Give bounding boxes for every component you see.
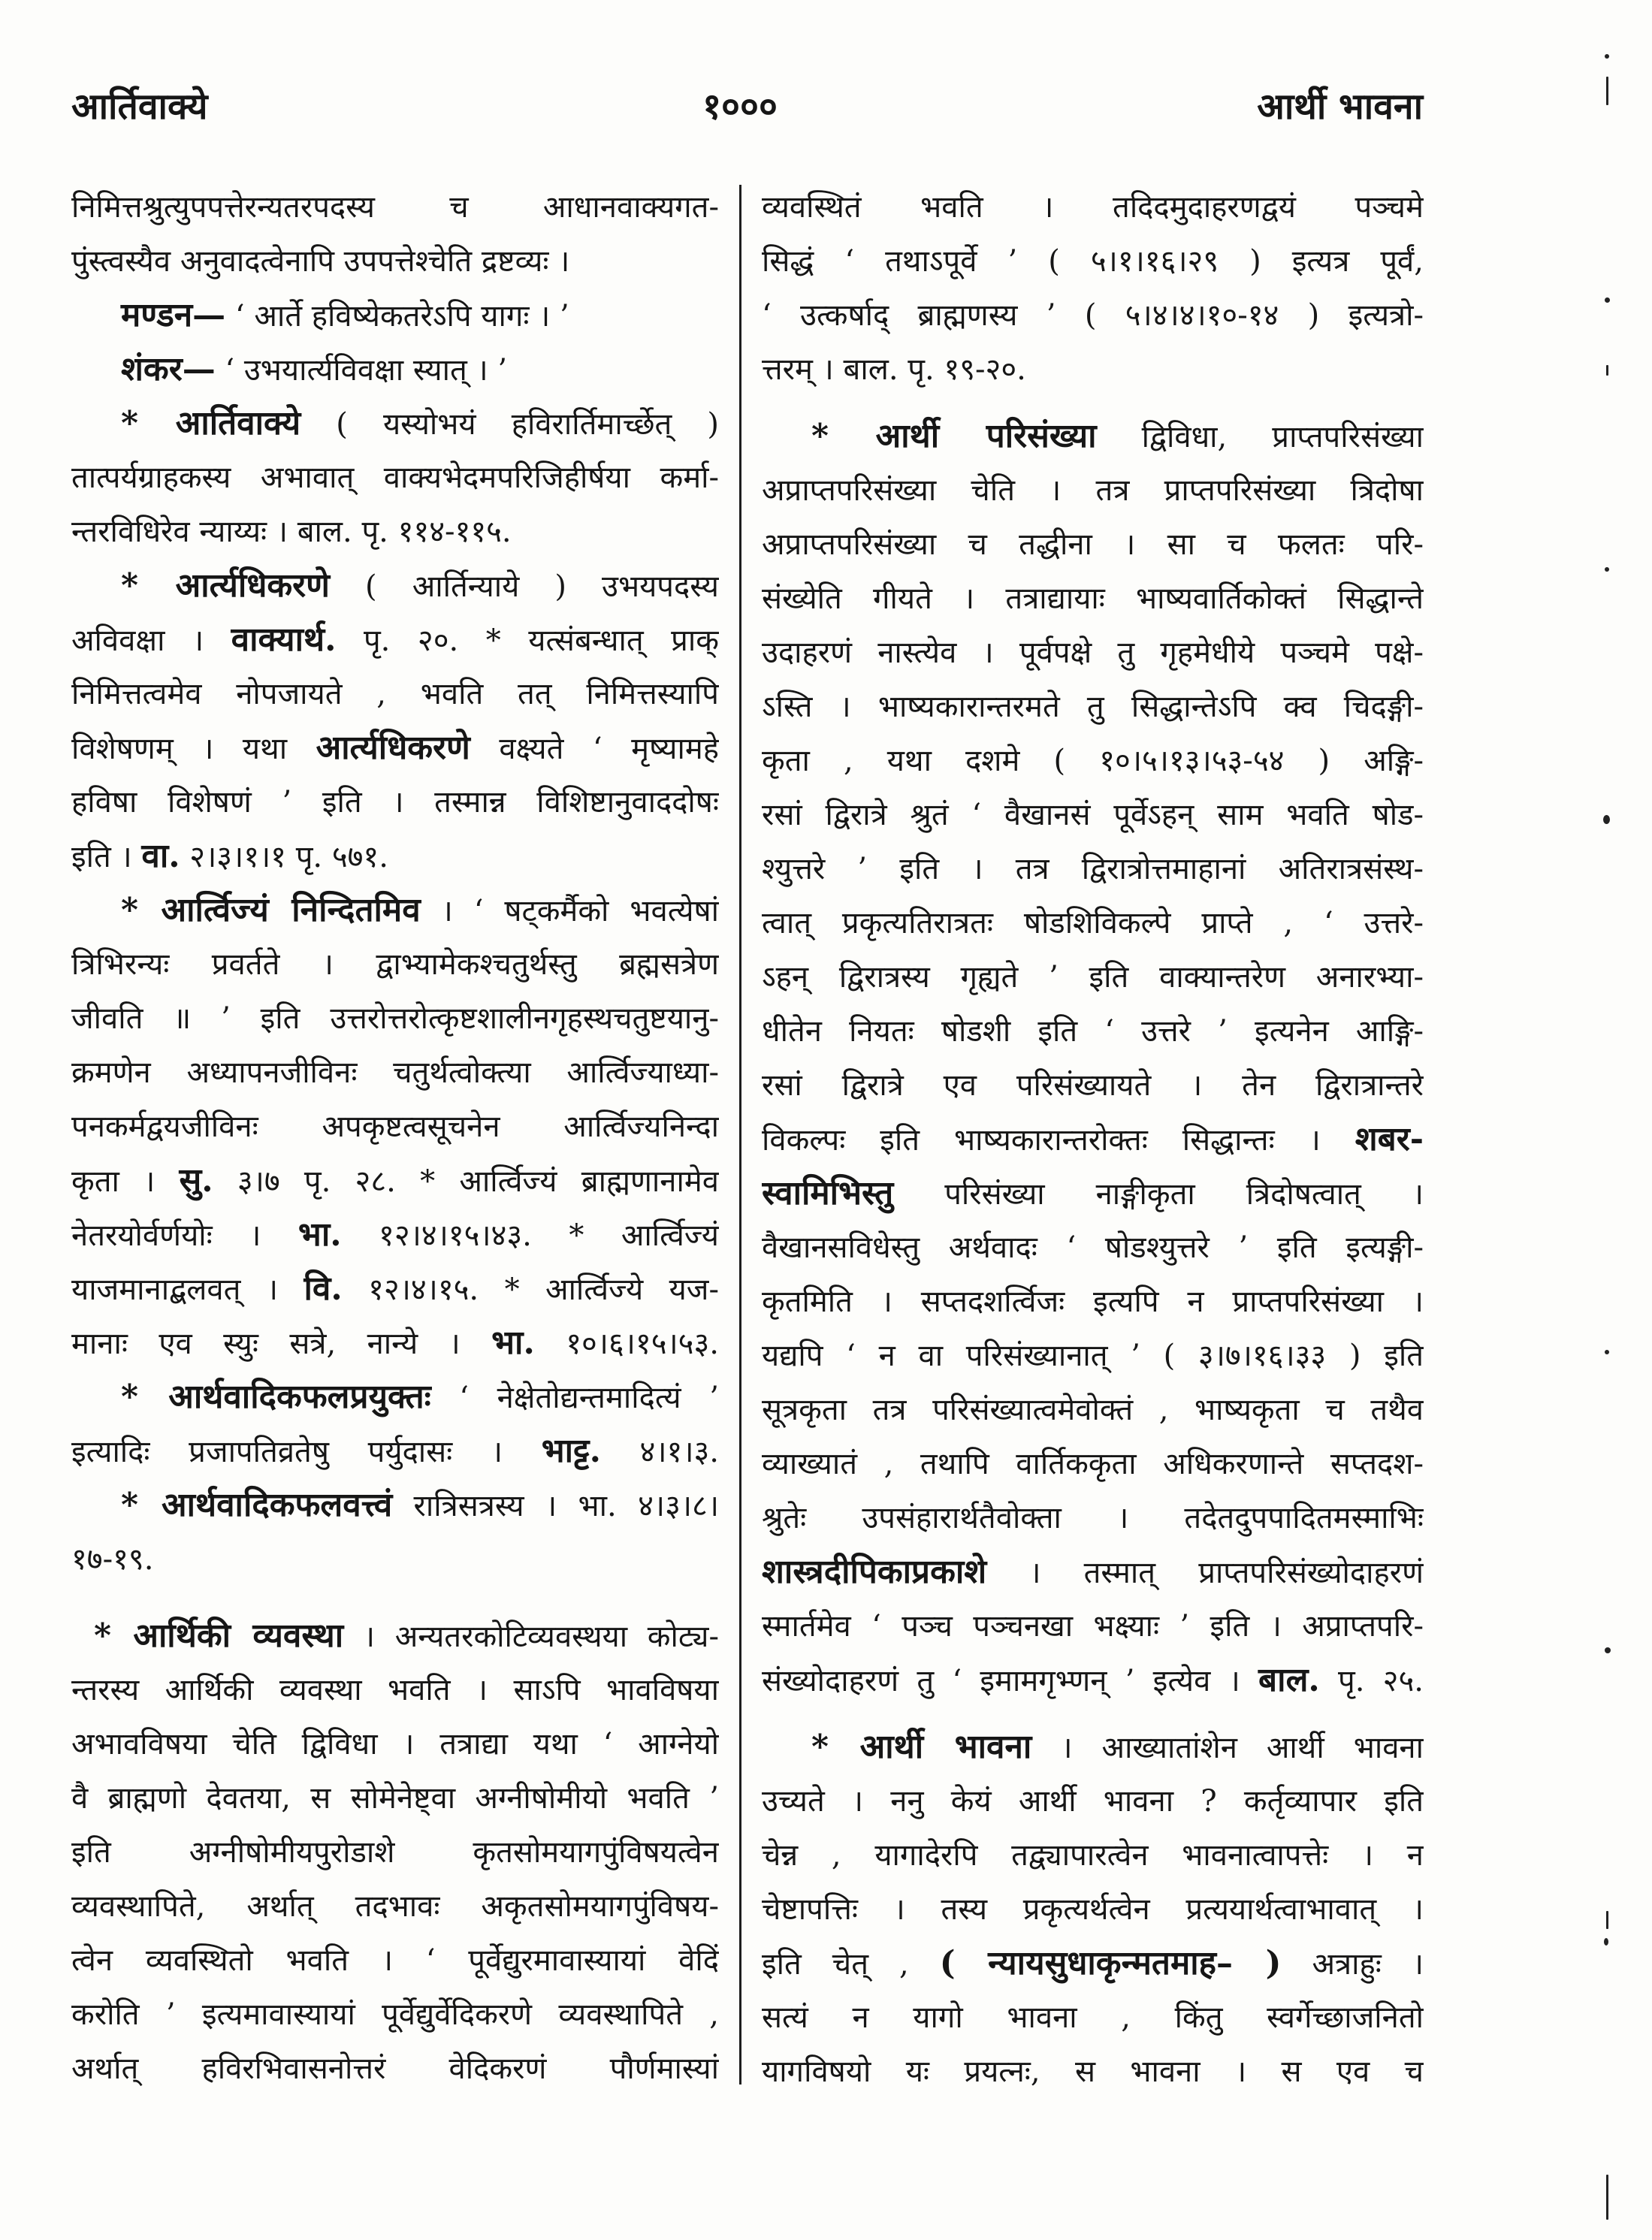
text-run: रसां द्विरात्रे एव परिसंख्यायते । तेन द्विरात्रान्तरे bbox=[762, 1068, 1424, 1103]
text-line bbox=[71, 937, 719, 992]
text-run: स्मार्तमेव ‘ पञ्च पञ्चनखा भक्ष्याः ’ इति । अप्राप्तपरि- bbox=[762, 1609, 1424, 1644]
scan-speck bbox=[1606, 365, 1608, 376]
text-run: न्तरविधिरेव न्याय्यः । बाल. पृ. ११४-११५. bbox=[71, 515, 512, 549]
line-text bbox=[762, 1167, 1424, 1221]
headword: आर्त्यधिकरणे bbox=[316, 729, 470, 767]
text-run: पृ. २५. bbox=[1319, 1664, 1424, 1698]
text-run: अप्राप्तपरिसंख्या चेति । तत्र प्राप्तपरिसंख्या त्रिदोषा bbox=[762, 473, 1424, 508]
text-run: ‘ उत्कर्षाद् ब्राह्मणस्य ’ ( ५।४।४।१०-१४ ) इत्यत्रो- bbox=[762, 298, 1424, 333]
headword: * आर्थी भावना bbox=[811, 1728, 1032, 1766]
running-head-left: आर्तिवाक्ये bbox=[71, 86, 208, 128]
text-line bbox=[71, 343, 719, 397]
text-run: जीवति ॥ ’ इति उत्तरोत्तरोत्कृष्टशालीनगृहस्थचतुष्टयानु- bbox=[71, 1001, 719, 1036]
text-run: तात्पर्यग्राहकस्य अभावात् वाक्यभेदमपरिजिहीर्षया कर्मा- bbox=[71, 460, 719, 495]
line-text bbox=[762, 734, 1424, 788]
text-line bbox=[762, 1167, 1424, 1221]
text-run: व्याख्यातं , तथापि वार्तिककृता अधिकरणान्ते सप्तदश- bbox=[762, 1447, 1424, 1481]
line-text bbox=[71, 667, 719, 721]
text-run: अविवक्षा । bbox=[71, 623, 231, 658]
text-line bbox=[762, 950, 1424, 1004]
text-run: श्युत्तरे ’ इति । तत्र द्विरात्रोत्तमाहानां अतिरात्रसंस्थ- bbox=[762, 852, 1424, 886]
text-run: इति । bbox=[71, 840, 142, 874]
text-run: संख्योदाहरणं तु ‘ इमामगृभ्णन् ’ इत्येव । bbox=[762, 1664, 1259, 1698]
left-column bbox=[71, 180, 719, 2096]
text-line bbox=[71, 288, 719, 343]
line-text bbox=[71, 1316, 719, 1370]
text-line bbox=[71, 1262, 719, 1316]
text-line bbox=[762, 234, 1424, 288]
line-text bbox=[762, 1112, 1424, 1167]
text-line bbox=[71, 451, 719, 505]
text-line bbox=[762, 1653, 1424, 1707]
text-run: कृता , यथा दशमे ( १०।५।१३।५३-५४ ) अङ्गि- bbox=[762, 744, 1424, 778]
text-line bbox=[71, 721, 719, 775]
line-text bbox=[762, 842, 1424, 896]
scan-speck bbox=[1605, 567, 1609, 572]
line-text bbox=[71, 1717, 719, 1771]
text-line bbox=[71, 505, 719, 559]
line-text bbox=[762, 1545, 1424, 1599]
text-line bbox=[762, 1774, 1424, 1828]
line-text bbox=[121, 883, 719, 937]
text-line bbox=[762, 734, 1424, 788]
line-text bbox=[121, 1478, 719, 1532]
line-text bbox=[71, 1208, 719, 1262]
text-line bbox=[71, 883, 719, 937]
text-run: इति चेत् , bbox=[762, 1947, 940, 1982]
text-line bbox=[762, 1720, 1424, 1774]
text-line bbox=[71, 1934, 719, 1988]
text-line bbox=[71, 1478, 719, 1532]
text-run: इत्यादिः प्रजापतिव्रतेषु पर्युदासः । bbox=[71, 1435, 542, 1469]
line-text bbox=[762, 626, 1424, 680]
line-text bbox=[762, 1329, 1424, 1383]
headword: भाट्ट. bbox=[541, 1432, 601, 1470]
line-text bbox=[71, 1988, 719, 2042]
text-run: त्वात् प्रकृत्यतिरात्रतः षोडशिविकल्पे प्राप्ते , ‘ उत्तरे- bbox=[762, 906, 1424, 940]
text-line bbox=[762, 1937, 1424, 1991]
line-text bbox=[71, 937, 719, 992]
scan-speck bbox=[1605, 1647, 1611, 1653]
text-run: व्यवस्थापिते, अर्थात् तदभावः अकृतसोमयागपुंविषय- bbox=[71, 1889, 719, 1924]
line-text bbox=[71, 1663, 719, 1717]
line-text bbox=[71, 1934, 719, 1988]
scan-speck bbox=[1606, 2175, 1608, 2220]
text-run: विशेषणम् । यथा bbox=[71, 732, 316, 766]
text-line bbox=[762, 1545, 1424, 1599]
line-text bbox=[762, 1221, 1424, 1275]
text-run: सिद्धं ‘ तथाऽपूर्वे ’ ( ५।१।१६।२९ ) इत्यत्र पूर्वं, bbox=[762, 244, 1424, 279]
text-run: ३।७ पृ. २८. * आर्त्विज्यं ब्राह्मणानामेव bbox=[213, 1164, 719, 1199]
text-line bbox=[762, 288, 1424, 343]
line-text bbox=[762, 180, 1424, 234]
headword: वि. bbox=[304, 1269, 343, 1308]
text-run: सत्यं न यागो भावना , किंतु स्वर्गेच्छाजनितो bbox=[762, 2000, 1424, 2035]
text-line bbox=[71, 1717, 719, 1771]
line-text bbox=[762, 572, 1424, 626]
text-line bbox=[71, 1370, 719, 1424]
running-head-right: आर्थी भावना bbox=[1257, 86, 1423, 128]
text-line bbox=[762, 1275, 1424, 1329]
text-run: इति अग्नीषोमीयपुरोडाशे कृतसोमयागपुंविषयत्वेन bbox=[71, 1835, 719, 1870]
text-run: १२।४।१५।४३. * आर्त्विज्यं bbox=[341, 1218, 719, 1253]
line-text bbox=[762, 1058, 1424, 1112]
scan-speck bbox=[1606, 77, 1608, 105]
text-line bbox=[71, 613, 719, 667]
headword: * आर्त्यधिकरणे bbox=[121, 566, 330, 605]
paragraph-gap bbox=[762, 1707, 1424, 1720]
line-text bbox=[811, 1720, 1424, 1774]
headword: शंकर— bbox=[121, 350, 216, 388]
text-line bbox=[762, 180, 1424, 234]
text-run: पृ. २०. * यत्संबन्धात् प्राक् bbox=[336, 623, 719, 658]
line-text bbox=[762, 1828, 1424, 1882]
text-run: धीतेन नियतः षोडशी इति ‘ उत्तरे ’ इत्यनेन आङ्गि- bbox=[762, 1014, 1424, 1049]
headword: भा. bbox=[491, 1324, 535, 1362]
line-text bbox=[71, 1154, 719, 1208]
text-run: वै ब्राह्मणो देवतया, स सोमेनेष्ट्वा अग्नीषोमीयो भवति ’ bbox=[71, 1781, 719, 1816]
text-line bbox=[762, 572, 1424, 626]
text-line bbox=[762, 1112, 1424, 1167]
line-text bbox=[762, 1774, 1424, 1828]
paragraph-gap bbox=[71, 1586, 719, 1609]
line-text bbox=[71, 1100, 719, 1154]
line-text bbox=[762, 680, 1424, 734]
text-run: निमित्तत्वमेव नोपजायते , भवति तत् निमित्तस्यापि bbox=[71, 677, 719, 711]
text-line bbox=[762, 1599, 1424, 1653]
text-line bbox=[762, 1828, 1424, 1882]
scan-speck bbox=[1604, 1938, 1608, 1946]
line-text bbox=[762, 1004, 1424, 1058]
line-text bbox=[762, 1991, 1424, 2045]
headword: बाल. bbox=[1258, 1661, 1320, 1699]
text-run: याजमानाद्बलवत् । bbox=[71, 1272, 304, 1307]
text-run: चेष्टापत्तिः । तस्य प्रकृत्यर्थत्वेन प्रत्ययार्थत्वाभावात् । bbox=[762, 1892, 1424, 1927]
line-text bbox=[121, 397, 719, 451]
line-text bbox=[71, 180, 719, 234]
text-run: निमित्तश्रुत्युपपत्तेरन्यतरपदस्य च आधानवाक्यगत- bbox=[71, 190, 719, 225]
line-text bbox=[762, 1383, 1424, 1437]
headword: शबर- bbox=[1355, 1120, 1424, 1158]
text-line bbox=[762, 2045, 1424, 2099]
text-line bbox=[762, 1383, 1424, 1437]
text-run: । तस्मात् प्राप्तपरिसंख्योदाहरणं bbox=[986, 1556, 1424, 1590]
headword: ( न्यायसुधाकृन्मतमाह– ) bbox=[939, 1944, 1282, 1982]
text-run: विकल्पः इति भाष्यकारान्तरोक्तः सिद्धान्तः । bbox=[762, 1123, 1355, 1158]
text-run: कृता । bbox=[71, 1164, 180, 1199]
line-text bbox=[121, 343, 507, 397]
text-run: पनकर्मद्वयजीविनः अपकृष्टत्वसूचनेन आर्त्विज्यनिन्दा bbox=[71, 1109, 719, 1144]
text-run: न्तरस्य आर्थिकी व्यवस्था भवति । साऽपि भावविषया bbox=[71, 1673, 719, 1707]
text-run: अभावविषया चेति द्विविधा । तत्राद्या यथा ‘ आग्नेयो bbox=[71, 1727, 719, 1762]
text-line bbox=[71, 559, 719, 613]
headword: * आर्तिवाक्ये bbox=[121, 404, 301, 442]
line-text bbox=[811, 409, 1424, 463]
line-text bbox=[71, 829, 388, 883]
line-text bbox=[71, 234, 569, 288]
text-run: व्यवस्थितं भवति । तदिदमुदाहरणद्वयं पञ्चमे bbox=[762, 190, 1424, 225]
line-text bbox=[71, 1532, 153, 1586]
line-text bbox=[121, 559, 719, 613]
line-text bbox=[762, 1653, 1424, 1707]
text-run: ‘ आर्ते हविष्येकतरेऽपि यागः । ’ bbox=[225, 299, 569, 334]
headword: मण्डन— bbox=[121, 296, 226, 334]
text-line bbox=[71, 1100, 719, 1154]
text-line bbox=[71, 1316, 719, 1370]
line-text bbox=[762, 463, 1424, 518]
text-run: द्विविधा, प्राप्तपरिसंख्या bbox=[1096, 420, 1424, 454]
text-run: उदाहरणं नास्त्येव । पूर्वपक्षे तु गृहमेधीये पञ्चमे पक्षे- bbox=[762, 635, 1424, 670]
text-line bbox=[71, 667, 719, 721]
right-column bbox=[762, 180, 1424, 2099]
text-run: ‘ नेक्षेतोद्यन्तमादित्यं ’ bbox=[430, 1381, 719, 1415]
headword: वा. bbox=[141, 837, 180, 875]
text-line bbox=[71, 1879, 719, 1934]
scan-speck bbox=[1605, 297, 1610, 303]
paragraph-gap bbox=[762, 397, 1424, 409]
line-text bbox=[762, 788, 1424, 842]
text-line bbox=[762, 1058, 1424, 1112]
line-text bbox=[71, 721, 719, 775]
text-line bbox=[762, 1004, 1424, 1058]
text-line bbox=[762, 409, 1424, 463]
text-line bbox=[71, 1154, 719, 1208]
text-line bbox=[762, 518, 1424, 572]
headword: वाक्यार्थ. bbox=[231, 620, 337, 659]
headword: * आर्त्विज्यं निन्दितमिव bbox=[121, 891, 421, 929]
text-run: करोति ’ इत्यमावास्यायां पूर्वेद्युर्वेदिकरणे व्यवस्थापिते , bbox=[71, 1997, 719, 2032]
text-line bbox=[762, 1882, 1424, 1937]
text-line bbox=[71, 1208, 719, 1262]
line-text bbox=[71, 505, 512, 559]
text-run: १०।६।१५।५३. bbox=[534, 1327, 719, 1361]
text-run: वैखानसविधेस्तु अर्थवादः ‘ षोडश्युत्तरे ’ इति इत्यङ्गी- bbox=[762, 1230, 1424, 1265]
line-text bbox=[762, 896, 1424, 950]
text-run: १२।४।१५. * आर्त्विज्ये यज- bbox=[342, 1272, 719, 1307]
text-run: त्वेन व्यवस्थितो भवति । ‘ पूर्वेद्युरमावास्यायां वेदिं bbox=[71, 1943, 719, 1978]
text-run: ऽस्ति । भाष्यकारान्तरमते तु सिद्धान्तेऽपि क्व चिदङ्गी- bbox=[762, 690, 1424, 724]
line-text bbox=[71, 1825, 719, 1879]
headword: * आर्थिकी व्यवस्था bbox=[94, 1617, 344, 1655]
line-text bbox=[71, 1879, 719, 1934]
text-run: ४।१।३. bbox=[600, 1435, 719, 1469]
text-run: यद्यपि ‘ न वा परिसंख्यानात् ’ ( ३।७।१६।३३ ) इति bbox=[762, 1339, 1424, 1373]
text-line bbox=[762, 680, 1424, 734]
text-run: अर्थात् हविरभिवासनोत्तरं वेदिकरणं पौर्णमास्यां bbox=[71, 2051, 719, 2086]
text-line bbox=[71, 1532, 719, 1586]
text-run: ऽहन् द्विरात्रस्य गृह्यते ’ इति वाक्यान्तरेण अनारभ्या- bbox=[762, 960, 1424, 995]
text-run: मानाः एव स्युः सत्रे, नान्ये । bbox=[71, 1327, 492, 1361]
text-line bbox=[71, 234, 719, 288]
text-line bbox=[762, 1491, 1424, 1545]
page-number: १००० bbox=[702, 86, 778, 128]
text-run: वक्ष्यते ‘ मृष्यामहे bbox=[470, 732, 719, 766]
line-text bbox=[762, 1491, 1424, 1545]
text-run: पुंस्त्वस्यैव अनुवादत्वेनापि उपपत्तेश्चेति द्रष्टव्यः । bbox=[71, 244, 570, 279]
line-text bbox=[71, 775, 719, 829]
line-text bbox=[71, 992, 719, 1046]
text-run: ( आर्तिन्याये ) उभयपदस्य bbox=[329, 569, 719, 604]
text-line bbox=[762, 896, 1424, 950]
line-text bbox=[71, 1424, 719, 1478]
text-run: कृतमिति । सप्तदशर्त्विजः इत्यपि न प्राप्तपरिसंख्या । bbox=[762, 1285, 1424, 1319]
line-text bbox=[71, 613, 719, 667]
text-line bbox=[71, 2042, 719, 2096]
text-run: । आख्यातांशेन आर्थी भावना bbox=[1031, 1731, 1424, 1765]
text-run: १७-१९. bbox=[71, 1542, 154, 1577]
headword: सु. bbox=[179, 1161, 213, 1200]
text-line bbox=[71, 397, 719, 451]
text-run: उच्यते । ननु केयं आर्थी भावना ? कर्तृव्यापार इति bbox=[762, 1784, 1424, 1819]
text-line bbox=[71, 829, 719, 883]
text-run: रात्रिसत्रस्य । भा. ४।३।८। bbox=[392, 1489, 719, 1523]
text-line bbox=[762, 788, 1424, 842]
text-line bbox=[71, 992, 719, 1046]
line-text bbox=[762, 2045, 1424, 2099]
text-line bbox=[71, 1825, 719, 1879]
text-run: सूत्रकृता तत्र परिसंख्यात्वमेवोक्तं , भाष्यकृता च तथैव bbox=[762, 1393, 1424, 1427]
line-text bbox=[71, 2042, 719, 2096]
text-line bbox=[762, 1437, 1424, 1491]
headword: भा. bbox=[297, 1215, 342, 1254]
headword: * आर्थवादिकफलवत्त्वं bbox=[121, 1486, 393, 1524]
line-text bbox=[762, 343, 1026, 397]
scan-speck bbox=[1605, 54, 1609, 59]
line-text bbox=[71, 1262, 719, 1316]
text-line bbox=[762, 1221, 1424, 1275]
line-text bbox=[762, 1437, 1424, 1491]
line-text bbox=[121, 1370, 719, 1424]
line-text bbox=[762, 518, 1424, 572]
line-text bbox=[71, 451, 719, 505]
line-text bbox=[762, 1937, 1424, 1991]
scan-speck bbox=[1606, 1911, 1608, 1929]
text-run: यागविषयो यः प्रयत्नः, स भावना । स एव च bbox=[762, 2054, 1424, 2089]
text-run: नेतरयोर्वर्णयोः । bbox=[71, 1218, 298, 1253]
text-run: ( यस्योभयं हविरार्तिमार्च्छेत् ) bbox=[301, 407, 719, 442]
text-line bbox=[762, 463, 1424, 518]
text-run: रसां द्विरात्रे श्रुतं ‘ वैखानसं पूर्वेऽहन् साम भवति षोड- bbox=[762, 798, 1424, 832]
text-line bbox=[762, 1329, 1424, 1383]
text-run: ‘ उभयार्त्यविवक्षा स्यात् । ’ bbox=[215, 353, 508, 388]
headword: * आर्थवादिकफलप्रयुक्तः bbox=[121, 1378, 431, 1416]
line-text bbox=[762, 288, 1424, 343]
text-run: संख्येति गीयते । तत्राद्यायाः भाष्यवार्तिकोक्तं सिद्धान्ते bbox=[762, 581, 1424, 616]
text-line bbox=[762, 1991, 1424, 2045]
line-text bbox=[94, 1609, 719, 1663]
text-run: । अन्यतरकोटिव्यवस्थया कोट्य- bbox=[343, 1620, 719, 1654]
text-run: । ‘ षट्कर्मैको भवत्येषां bbox=[420, 894, 719, 928]
text-run: चेन्न , यागादेरपि तद्व्यापारत्वेन भावनात्वापत्तेः । न bbox=[762, 1838, 1424, 1873]
headword: स्वामिभिस्तु bbox=[762, 1174, 894, 1212]
headword: * आर्थी परिसंख्या bbox=[811, 417, 1097, 455]
text-run: परिसंख्या नाङ्गीकृता त्रिदोषत्वात् । bbox=[893, 1177, 1424, 1212]
text-line bbox=[762, 626, 1424, 680]
line-text bbox=[71, 1771, 719, 1825]
line-text bbox=[762, 234, 1424, 288]
column-divider bbox=[739, 185, 741, 2085]
text-line bbox=[71, 1988, 719, 2042]
text-line bbox=[71, 775, 719, 829]
line-text bbox=[71, 1046, 719, 1100]
line-text bbox=[762, 950, 1424, 1004]
text-run: अत्राहुः । bbox=[1281, 1947, 1424, 1982]
text-line bbox=[71, 1663, 719, 1717]
text-run: क्रमणेन अध्यापनजीविनः चतुर्थत्वोक्त्या आर्त्विज्याध्या- bbox=[71, 1055, 719, 1090]
text-run: श्रुतेः उपसंहारार्थतैवोक्ता । तदेतदुपपादितमस्माभिः bbox=[762, 1501, 1424, 1535]
text-line bbox=[71, 1771, 719, 1825]
line-text bbox=[762, 1882, 1424, 1937]
text-line bbox=[71, 1609, 719, 1663]
text-run: हविषा विशेषणं ’ इति । तस्मान्न विशिष्टानुवाददोषः bbox=[71, 785, 719, 820]
scan-speck bbox=[1605, 1350, 1609, 1354]
text-run: २।३।१।१ पृ. ५७१. bbox=[180, 840, 388, 874]
line-text bbox=[121, 288, 569, 343]
line-text bbox=[762, 1275, 1424, 1329]
text-line bbox=[71, 180, 719, 234]
text-run: अप्राप्तपरिसंख्या च तद्धीना । सा च फलतः परि- bbox=[762, 527, 1424, 562]
scan-speck bbox=[1603, 815, 1610, 824]
text-line bbox=[71, 1046, 719, 1100]
text-line bbox=[71, 1424, 719, 1478]
text-line bbox=[762, 842, 1424, 896]
headword: शास्त्रदीपिकाप्रकाशे bbox=[762, 1553, 987, 1591]
text-run: त्रिभिरन्यः प्रवर्तते । द्वाभ्यामेकश्चतुर्थस्तु ब्रह्मसत्रेण bbox=[71, 947, 719, 982]
text-run: त्तरम् । बाल. पृ. १९-२०. bbox=[762, 352, 1026, 387]
line-text bbox=[762, 1599, 1424, 1653]
text-line bbox=[762, 343, 1424, 397]
